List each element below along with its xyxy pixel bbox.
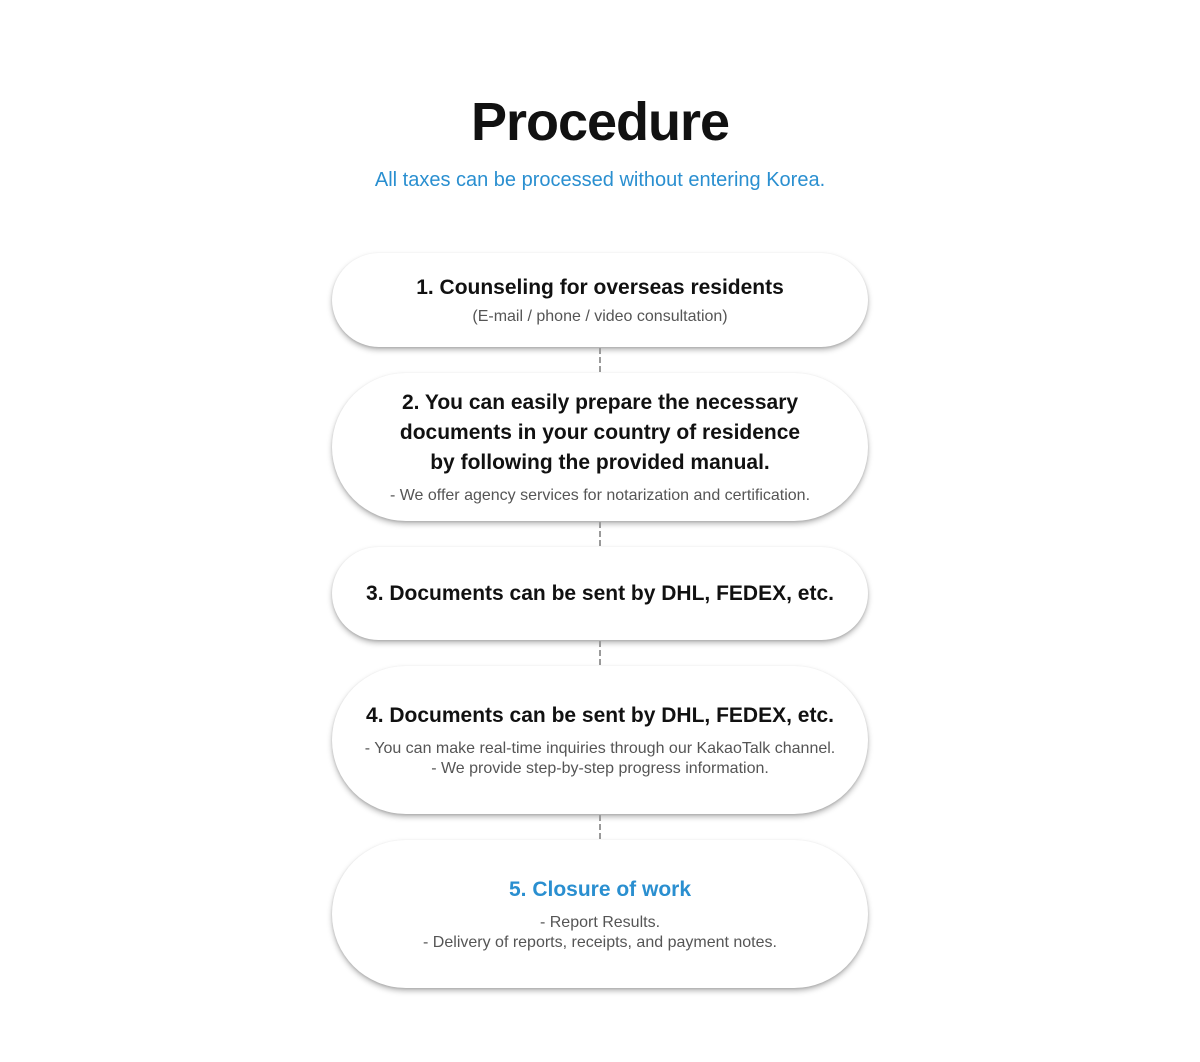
- step-1-heading: 1. Counseling for overseas residents: [416, 276, 784, 299]
- step-2-description: - We offer agency services for notarization and certification.: [389, 487, 811, 504]
- step-3-heading: 3. Documents can be sent by DHL, FEDEX, etc.: [366, 581, 834, 605]
- step-1-description: (E-mail / phone / video consultation): [472, 308, 728, 325]
- step-4-description: - You can make real-time inquiries through our KakaoTalk channel. - We provide step-by-step progress information.: [364, 740, 836, 777]
- connector-4-5: [599, 815, 601, 839]
- step-2-heading: 2. You can easily prepare the necessary documents in your country of residence by following the provided manual.: [399, 391, 801, 474]
- step-5-description: - Report Results. - Delivery of reports, receipts, and payment notes.: [423, 914, 777, 951]
- connector-1-2: [599, 348, 601, 372]
- step-3-card: [332, 547, 868, 640]
- connector-3-4: [599, 641, 601, 665]
- page-title: Procedure: [470, 92, 730, 152]
- page-subtitle: All taxes can be processed without entering Korea.: [374, 169, 826, 191]
- step-5-card: [332, 840, 868, 988]
- step-4-heading: 4. Documents can be sent by DHL, FEDEX, etc.: [366, 704, 834, 727]
- step-4-card: [332, 666, 868, 814]
- step-2-card: [332, 373, 868, 521]
- step-5-heading: 5. Closure of work: [508, 878, 692, 901]
- connector-2-3: [599, 522, 601, 546]
- step-1-card: [332, 253, 868, 347]
